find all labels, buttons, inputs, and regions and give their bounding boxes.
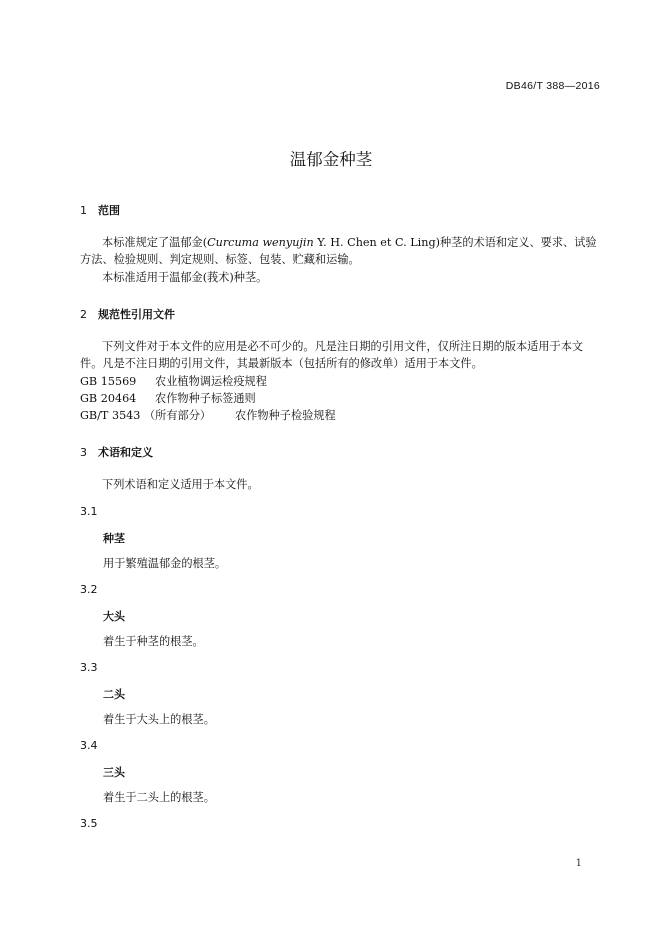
term-definition: 用于繁殖温郁金的根茎。 [103, 557, 227, 570]
term-name: 大头 [103, 610, 125, 623]
section-3-intro: 下列术语和定义适用于本文件。 [102, 478, 259, 491]
reference-code: GB 20464 [80, 392, 137, 405]
section-1-heading [80, 202, 120, 218]
section-2-heading [80, 306, 175, 322]
section-2-paragraph: 下列文件对于本文件的应用是必不可少的。凡是注日期的引用文件，仅所注日期的版本适用于本文件。凡是不注日期的引用文件，其最新版本（包括所有的修改单）适用于本文件。 [80, 340, 584, 370]
reference-title: 农作物种子标签通则 [155, 392, 256, 405]
section-3-heading [80, 444, 153, 460]
term-definition: 着生于大头上的根茎。 [103, 713, 215, 726]
clause-number: 3.5 [80, 817, 98, 830]
section-title: 术语和定义 [98, 446, 153, 459]
section-1-paragraph-1 [80, 234, 600, 268]
section-title: 规范性引用文件 [98, 308, 175, 321]
section-number: 3 [80, 446, 87, 459]
clause-number: 3.2 [80, 583, 98, 596]
reference-item [80, 373, 267, 389]
page-number: 1 [575, 858, 582, 869]
section-number: 2 [80, 308, 87, 321]
reference-code: GB 15569 [80, 375, 137, 388]
latin-name: Curcuma wenyujin [207, 236, 314, 249]
text-run: Y. H. Chen et C. Ling)种茎的术语和定义、要求、试验方法、检验规则、判定规则、标签、包装、贮藏和运输。 [80, 236, 597, 266]
text-run: 本标准规定了温郁金( [102, 236, 208, 249]
standard-code: DB46/T 388—2016 [505, 80, 600, 92]
clause-number: 3.3 [80, 661, 98, 674]
clause-number: 3.4 [80, 739, 98, 752]
reference-title: 农业植物调运检疫规程 [155, 375, 267, 388]
section-title: 范围 [98, 204, 120, 217]
reference-code: GB/T 3543 （所有部分） [80, 409, 212, 422]
reference-item [80, 407, 336, 423]
document-title: 温郁金种茎 [289, 150, 373, 169]
term-definition: 着生于二头上的根茎。 [103, 791, 215, 804]
term-name: 种茎 [103, 532, 125, 545]
reference-item [80, 390, 256, 406]
clause-number: 3.1 [80, 505, 98, 518]
term-definition: 着生于种茎的根茎。 [103, 635, 204, 648]
term-name: 二头 [103, 688, 125, 701]
reference-title: 农作物种子检验规程 [235, 409, 336, 422]
term-name: 三头 [103, 766, 125, 779]
section-number: 1 [80, 204, 87, 217]
section-1-paragraph-2: 本标准适用于温郁金(莪术)种茎。 [102, 271, 268, 284]
